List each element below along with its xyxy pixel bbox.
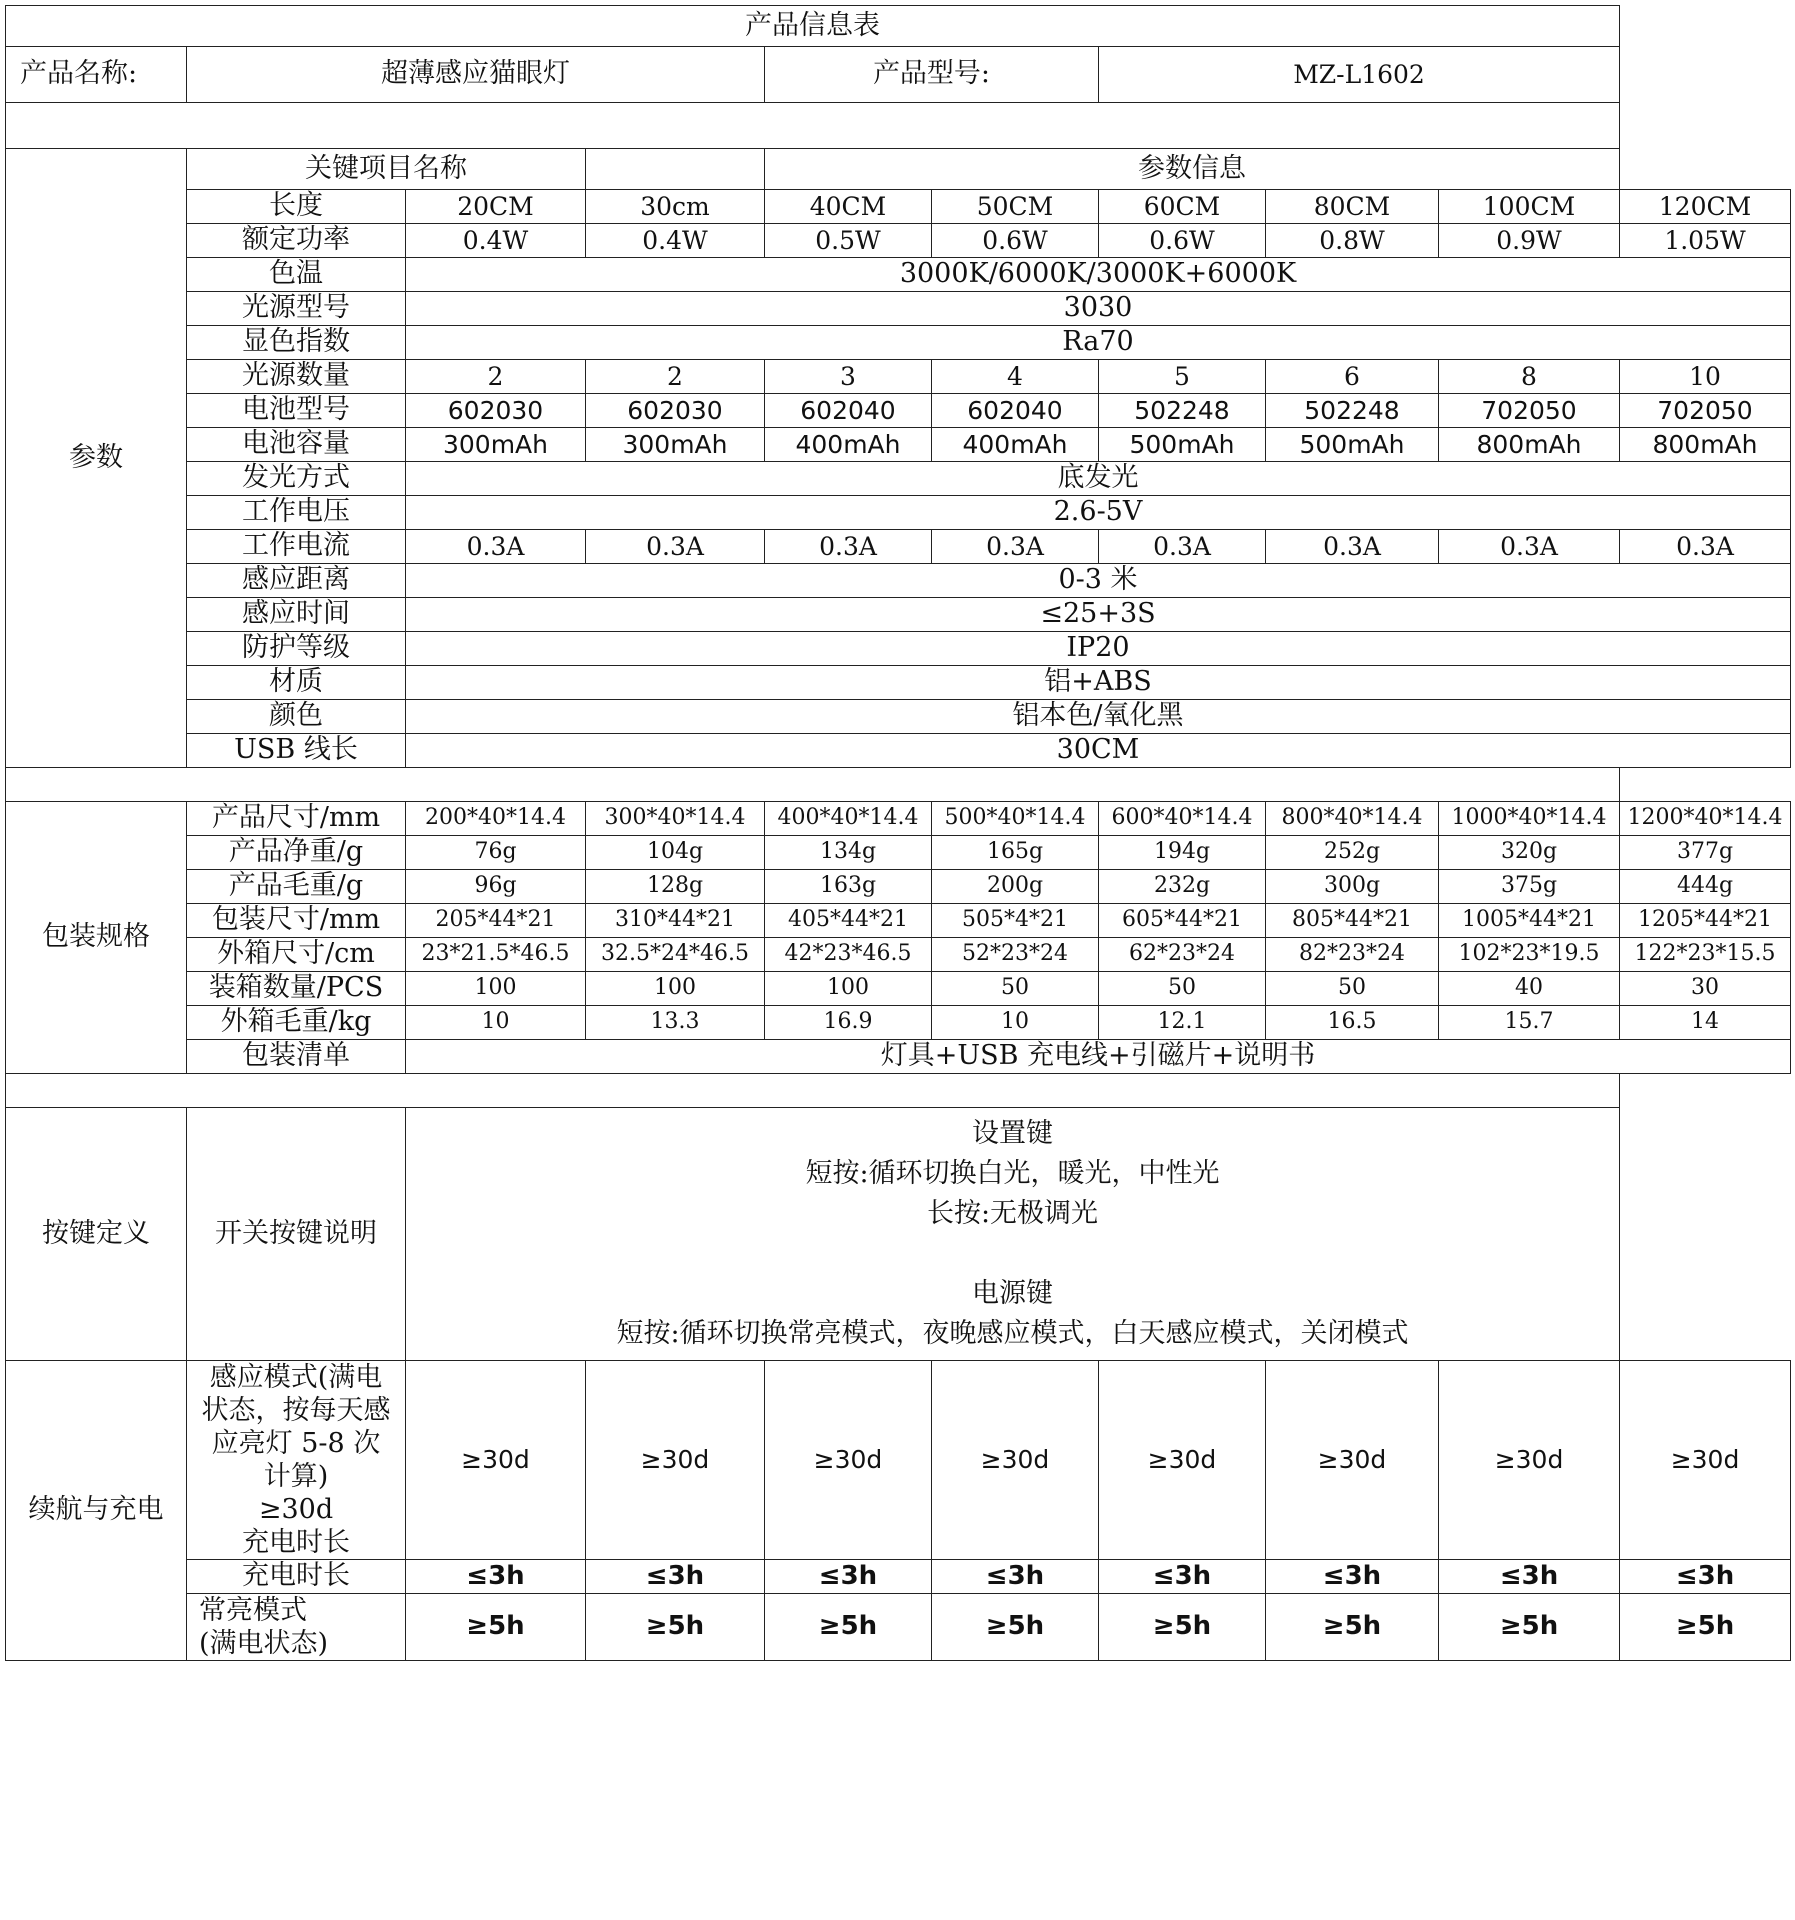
- value-cell: ≥5h: [765, 1594, 932, 1661]
- value-cell: ≥30d: [406, 1361, 586, 1560]
- value-cell: 200*40*14.4: [406, 802, 586, 836]
- value-cell: ≤3h: [1620, 1560, 1791, 1594]
- value-cell: 128g: [586, 870, 765, 904]
- row-label: 外箱毛重/kg: [187, 1006, 406, 1040]
- value-cell: 4: [932, 360, 1099, 394]
- value-cell: ≥30d: [586, 1361, 765, 1560]
- value-cell: ≤3h: [932, 1560, 1099, 1594]
- value-cell: 50: [1099, 972, 1266, 1006]
- value-cell: 200g: [932, 870, 1099, 904]
- packaging-section-label: 包装规格: [6, 802, 187, 1074]
- value-cell: 100: [406, 972, 586, 1006]
- table-row: [6, 1074, 1791, 1108]
- value-cell: ≥30d: [932, 1361, 1099, 1560]
- table-row: [6, 428, 1791, 462]
- row-label: 光源型号: [187, 292, 406, 326]
- merged-value-cell: 灯具+USB 充电线+引磁片+说明书: [406, 1040, 1791, 1074]
- row-label-line: (满电状态): [199, 1628, 329, 1659]
- table-row: [6, 564, 1791, 598]
- value-cell: 14: [1620, 1006, 1791, 1040]
- value-cell: ≥30d: [1099, 1361, 1266, 1560]
- value-cell: 605*44*21: [1099, 904, 1266, 938]
- table-row: [6, 870, 1791, 904]
- value-cell: ≥30d: [765, 1361, 932, 1560]
- row-label-line: ≥30d: [258, 1494, 334, 1525]
- value-cell: ≥5h: [932, 1594, 1099, 1661]
- merged-value-cell: 铝本色/氧化黑: [406, 700, 1791, 734]
- value-cell: 1000*40*14.4: [1439, 802, 1620, 836]
- table-row: [6, 972, 1791, 1006]
- button-description-line: 长按:无极调光: [926, 1198, 1099, 1229]
- button-description-line: [420, 1234, 1605, 1274]
- value-cell: 702050: [1620, 394, 1791, 428]
- value-cell: 0.3A: [1266, 530, 1439, 564]
- row-label: 感应时间: [187, 598, 406, 632]
- value-cell: 232g: [1099, 870, 1266, 904]
- value-cell: ≥5h: [586, 1594, 765, 1661]
- row-label: 电池容量: [187, 428, 406, 462]
- value-cell: ≤3h: [406, 1560, 586, 1594]
- value-cell: 10: [932, 1006, 1099, 1040]
- product-name-label: 产品名称:: [6, 47, 187, 103]
- value-cell: 20CM: [406, 190, 586, 224]
- row-label: USB 线长: [187, 734, 406, 768]
- table-row: [6, 394, 1791, 428]
- value-cell: 502248: [1099, 394, 1266, 428]
- row-label: 材质: [187, 666, 406, 700]
- button-description-line: 设置键: [972, 1118, 1053, 1149]
- value-cell: 40: [1439, 972, 1620, 1006]
- row-label: 产品尺寸/mm: [187, 802, 406, 836]
- value-cell: 2: [406, 360, 586, 394]
- table-row: [6, 530, 1791, 564]
- value-cell: 62*23*24: [1099, 938, 1266, 972]
- value-cell: 0.6W: [1099, 224, 1266, 258]
- value-cell: 300g: [1266, 870, 1439, 904]
- table-row: [6, 734, 1791, 768]
- row-label: 包装清单: [187, 1040, 406, 1074]
- merged-value-cell: 铝+ABS: [406, 666, 1791, 700]
- row-label-line: 状态，按每天感: [201, 1395, 391, 1426]
- row-label: [187, 1594, 406, 1661]
- value-cell: ≥5h: [1266, 1594, 1439, 1661]
- value-cell: 602040: [765, 394, 932, 428]
- table-row: [6, 360, 1791, 394]
- value-cell: 104g: [586, 836, 765, 870]
- table-row: [6, 598, 1791, 632]
- value-cell: 50CM: [932, 190, 1099, 224]
- value-cell: 300mAh: [586, 428, 765, 462]
- value-cell: 400mAh: [765, 428, 932, 462]
- value-cell: 0.6W: [932, 224, 1099, 258]
- value-cell: 602030: [406, 394, 586, 428]
- value-cell: 300*40*14.4: [586, 802, 765, 836]
- row-label: 工作电压: [187, 496, 406, 530]
- value-cell: 30: [1620, 972, 1791, 1006]
- table-row: [6, 836, 1791, 870]
- button-description-line: 短按:循环切换白光，暖光，中性光: [805, 1158, 1220, 1189]
- value-cell: 50: [932, 972, 1099, 1006]
- value-cell: 320g: [1439, 836, 1620, 870]
- value-cell: 300mAh: [406, 428, 586, 462]
- buttons-section-label: 按键定义: [6, 1108, 187, 1361]
- value-cell: 23*21.5*46.5: [406, 938, 586, 972]
- value-cell: 805*44*21: [1266, 904, 1439, 938]
- value-cell: 40CM: [765, 190, 932, 224]
- buttons-sub-label: 开关按键说明: [187, 1108, 406, 1361]
- value-cell: 0.3A: [765, 530, 932, 564]
- value-cell: 10: [406, 1006, 586, 1040]
- row-label: 工作电流: [187, 530, 406, 564]
- value-cell: 82*23*24: [1266, 938, 1439, 972]
- merged-value-cell: 底发光: [406, 462, 1791, 496]
- value-cell: 405*44*21: [765, 904, 932, 938]
- table-row: [6, 768, 1791, 802]
- value-cell: 6: [1266, 360, 1439, 394]
- row-label: 装箱数量/PCS: [187, 972, 406, 1006]
- value-cell: 32.5*24*46.5: [586, 938, 765, 972]
- row-label-line: 感应模式(满电: [209, 1362, 383, 1393]
- spacer-row: [6, 103, 1620, 149]
- value-cell: 0.4W: [406, 224, 586, 258]
- value-cell: 1200*40*14.4: [1620, 802, 1791, 836]
- row-label: 产品毛重/g: [187, 870, 406, 904]
- table-row: [6, 938, 1791, 972]
- value-cell: 0.9W: [1439, 224, 1620, 258]
- value-cell: 120CM: [1620, 190, 1791, 224]
- table-row: [6, 1361, 1791, 1560]
- merged-value-cell: 2.6-5V: [406, 496, 1791, 530]
- table-row: [6, 224, 1791, 258]
- value-cell: 10: [1620, 360, 1791, 394]
- table-row: [6, 802, 1791, 836]
- value-cell: ≤3h: [586, 1560, 765, 1594]
- table-row: [6, 326, 1791, 360]
- row-label: 长度: [187, 190, 406, 224]
- merged-value-cell: 3000K/6000K/3000K+6000K: [406, 258, 1791, 292]
- value-cell: ≥5h: [1439, 1594, 1620, 1661]
- table-row: [6, 700, 1791, 734]
- value-cell: 500mAh: [1099, 428, 1266, 462]
- value-cell: 2: [586, 360, 765, 394]
- value-cell: 60CM: [1099, 190, 1266, 224]
- row-label: 产品净重/g: [187, 836, 406, 870]
- merged-value-cell: 30CM: [406, 734, 1791, 768]
- row-label: 色温: [187, 258, 406, 292]
- value-cell: 800*40*14.4: [1266, 802, 1439, 836]
- value-cell: 505*4*21: [932, 904, 1099, 938]
- row-label-line: 常亮模式: [199, 1595, 307, 1626]
- params-header-blank: [586, 149, 765, 190]
- value-cell: 122*23*15.5: [1620, 938, 1791, 972]
- merged-value-cell: 3030: [406, 292, 1791, 326]
- row-label: 防护等级: [187, 632, 406, 666]
- table-row: [6, 1040, 1791, 1074]
- product-info-table: [5, 5, 1791, 1661]
- value-cell: 100: [765, 972, 932, 1006]
- value-cell: 0.5W: [765, 224, 932, 258]
- value-cell: 1.05W: [1620, 224, 1791, 258]
- merged-value-cell: Ra70: [406, 326, 1791, 360]
- value-cell: 13.3: [586, 1006, 765, 1040]
- value-cell: 102*23*19.5: [1439, 938, 1620, 972]
- value-cell: 444g: [1620, 870, 1791, 904]
- merged-value-cell: ≤25+3S: [406, 598, 1791, 632]
- row-label: 发光方式: [187, 462, 406, 496]
- value-cell: 165g: [932, 836, 1099, 870]
- value-cell: 100: [586, 972, 765, 1006]
- value-cell: 5: [1099, 360, 1266, 394]
- value-cell: 16.5: [1266, 1006, 1439, 1040]
- value-cell: 8: [1439, 360, 1620, 394]
- value-cell: 0.3A: [406, 530, 586, 564]
- table-row: [6, 1006, 1791, 1040]
- value-cell: ≤3h: [765, 1560, 932, 1594]
- value-cell: 310*44*21: [586, 904, 765, 938]
- product-name-value: 超薄感应猫眼灯: [187, 47, 765, 103]
- row-label: 显色指数: [187, 326, 406, 360]
- row-label: 包装尺寸/mm: [187, 904, 406, 938]
- table-row: [6, 1560, 1791, 1594]
- params-section-label: 参数: [6, 149, 187, 768]
- table-row: [6, 190, 1791, 224]
- table-row: [6, 904, 1791, 938]
- row-label: 光源数量: [187, 360, 406, 394]
- value-cell: 205*44*21: [406, 904, 586, 938]
- table-row: [6, 258, 1791, 292]
- value-cell: 0.3A: [586, 530, 765, 564]
- value-cell: 194g: [1099, 836, 1266, 870]
- value-cell: 100CM: [1439, 190, 1620, 224]
- value-cell: ≥5h: [1099, 1594, 1266, 1661]
- table-row: [6, 666, 1791, 700]
- button-description-line: 电源键: [972, 1278, 1053, 1309]
- value-cell: ≤3h: [1266, 1560, 1439, 1594]
- battery-section-label: 续航与充电: [6, 1361, 187, 1661]
- value-cell: 0.3A: [1439, 530, 1620, 564]
- row-label-line: 应亮灯 5-8 次: [211, 1428, 381, 1459]
- value-cell: ≥5h: [406, 1594, 586, 1661]
- value-cell: 76g: [406, 836, 586, 870]
- value-cell: ≥30d: [1266, 1361, 1439, 1560]
- value-cell: 500mAh: [1266, 428, 1439, 462]
- table-title: 产品信息表: [6, 6, 1620, 47]
- value-cell: 42*23*46.5: [765, 938, 932, 972]
- row-label-line: 计算): [263, 1461, 329, 1492]
- table-row: [6, 632, 1791, 666]
- params-header-info: 参数信息: [765, 149, 1620, 190]
- value-cell: 30cm: [586, 190, 765, 224]
- value-cell: 15.7: [1439, 1006, 1620, 1040]
- value-cell: 134g: [765, 836, 932, 870]
- value-cell: 600*40*14.4: [1099, 802, 1266, 836]
- row-label: 电池型号: [187, 394, 406, 428]
- table-row: [6, 1108, 1791, 1361]
- value-cell: 0.8W: [1266, 224, 1439, 258]
- value-cell: 16.9: [765, 1006, 932, 1040]
- button-description: [406, 1108, 1620, 1361]
- value-cell: 252g: [1266, 836, 1439, 870]
- row-label-line: 充电时长: [242, 1527, 350, 1558]
- value-cell: 377g: [1620, 836, 1791, 870]
- value-cell: 602040: [932, 394, 1099, 428]
- params-header-key: 关键项目名称: [187, 149, 586, 190]
- row-label: 外箱尺寸/cm: [187, 938, 406, 972]
- value-cell: 0.3A: [932, 530, 1099, 564]
- value-cell: ≤3h: [1439, 1560, 1620, 1594]
- value-cell: 502248: [1266, 394, 1439, 428]
- value-cell: 800mAh: [1439, 428, 1620, 462]
- value-cell: 702050: [1439, 394, 1620, 428]
- value-cell: 52*23*24: [932, 938, 1099, 972]
- value-cell: 500*40*14.4: [932, 802, 1099, 836]
- spacer-row: [6, 1074, 1620, 1108]
- value-cell: ≥5h: [1620, 1594, 1791, 1661]
- table-row: [6, 462, 1791, 496]
- row-label: 充电时长: [187, 1560, 406, 1594]
- value-cell: 96g: [406, 870, 586, 904]
- product-model-label: 产品型号:: [765, 47, 1099, 103]
- value-cell: ≤3h: [1099, 1560, 1266, 1594]
- value-cell: 1005*44*21: [1439, 904, 1620, 938]
- value-cell: 0.4W: [586, 224, 765, 258]
- row-label: 感应距离: [187, 564, 406, 598]
- button-description-line: 短按:循环切换常亮模式，夜晚感应模式，白天感应模式，关闭模式: [616, 1318, 1409, 1349]
- value-cell: 12.1: [1099, 1006, 1266, 1040]
- value-cell: ≥30d: [1439, 1361, 1620, 1560]
- table-row: [6, 292, 1791, 326]
- value-cell: 800mAh: [1620, 428, 1791, 462]
- value-cell: 1205*44*21: [1620, 904, 1791, 938]
- row-label: [187, 1361, 406, 1560]
- merged-value-cell: IP20: [406, 632, 1791, 666]
- value-cell: 3: [765, 360, 932, 394]
- value-cell: 163g: [765, 870, 932, 904]
- row-label: 额定功率: [187, 224, 406, 258]
- product-model-value: MZ-L1602: [1099, 47, 1620, 103]
- value-cell: 400mAh: [932, 428, 1099, 462]
- table-row: [6, 1594, 1791, 1661]
- value-cell: 80CM: [1266, 190, 1439, 224]
- value-cell: 0.3A: [1620, 530, 1791, 564]
- value-cell: 50: [1266, 972, 1439, 1006]
- value-cell: 375g: [1439, 870, 1620, 904]
- row-label: 颜色: [187, 700, 406, 734]
- value-cell: ≥30d: [1620, 1361, 1791, 1560]
- table-row: [6, 496, 1791, 530]
- spacer-row: [6, 768, 1620, 802]
- value-cell: 602030: [586, 394, 765, 428]
- value-cell: 400*40*14.4: [765, 802, 932, 836]
- value-cell: 0.3A: [1099, 530, 1266, 564]
- merged-value-cell: 0-3 米: [406, 564, 1791, 598]
